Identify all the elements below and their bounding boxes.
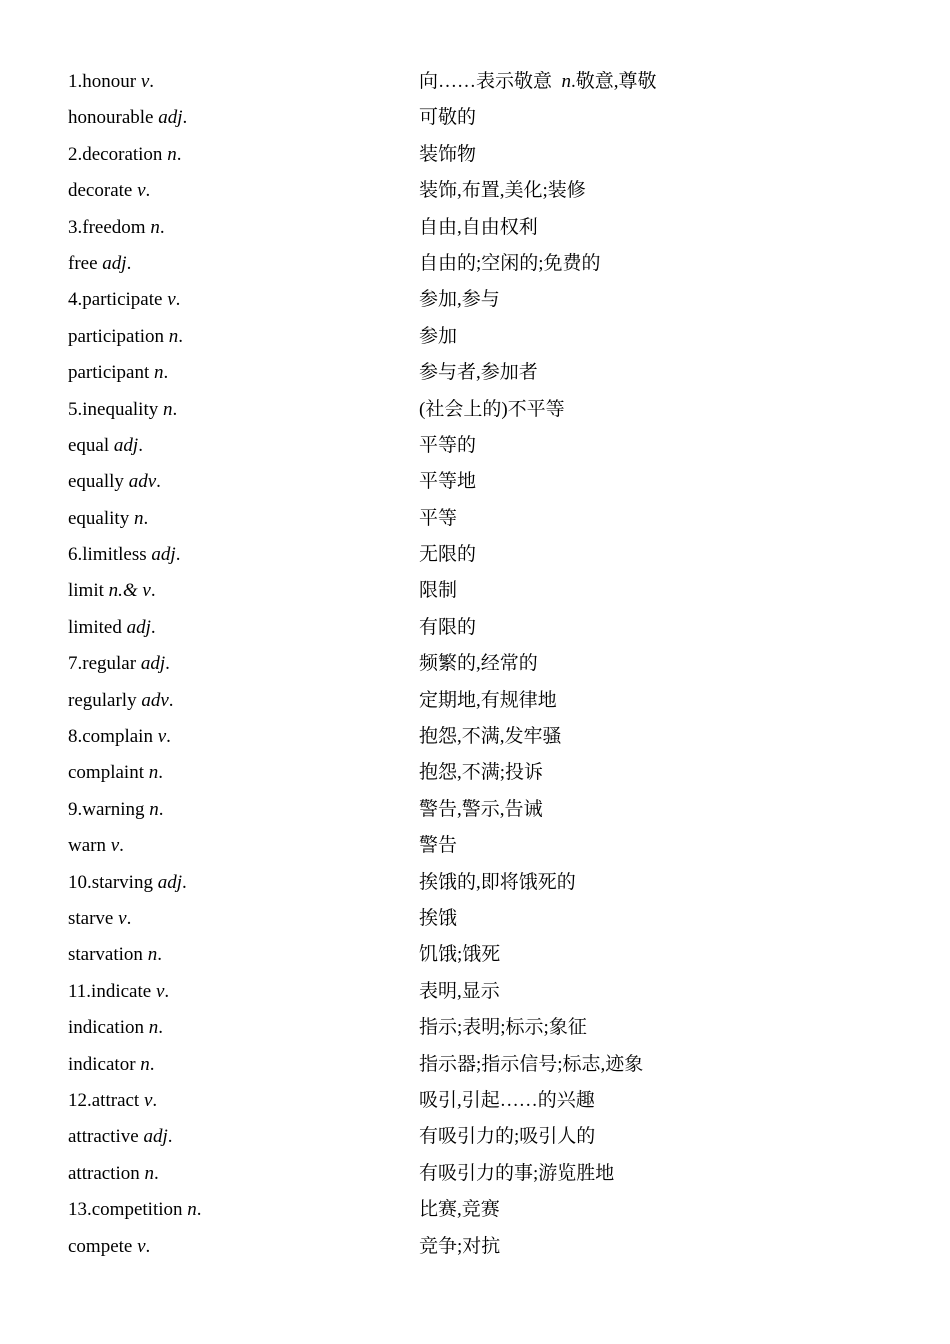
vocab-meaning (419, 355, 538, 391)
vocab-entry (68, 173, 868, 209)
meaning-text: 自由,自由权利 (419, 216, 538, 238)
vocab-term: 4.participate v. (68, 289, 181, 311)
vocab-term: 2.decoration n. (68, 143, 182, 165)
vocab-term: indicator n. (68, 1053, 155, 1075)
vocab-entry (68, 1119, 868, 1155)
vocab-term: decorate v. (68, 180, 151, 202)
vocab-term: limit n.& v. (68, 580, 156, 602)
vocab-word: 8.complain (68, 726, 153, 748)
vocab-term: 12.attract v. (68, 1089, 158, 1111)
vocab-meaning (419, 719, 562, 755)
vocab-meaning (419, 937, 500, 973)
vocab-term: 6.limitless adj. (68, 544, 181, 566)
vocab-meaning (419, 464, 476, 500)
part-of-speech: n (167, 143, 177, 165)
part-of-speech: v (110, 835, 120, 857)
meaning-text: 抱怨,不满,发牢骚 (419, 726, 562, 748)
vocab-word: participant (68, 362, 150, 384)
vocab-term: 13.competition n. (68, 1199, 202, 1221)
vocab-word: 2.decoration (68, 143, 163, 165)
part-of-speech: adj (140, 653, 166, 675)
part-of-speech: n (148, 1017, 159, 1039)
vocab-word: 3.freedom (68, 216, 146, 238)
vocab-meaning (419, 1192, 500, 1228)
vocab-entry (68, 246, 868, 282)
vocab-meaning (419, 137, 476, 173)
vocab-entry (68, 464, 868, 500)
vocab-word: 10.starving (68, 871, 153, 893)
part-of-speech: n (140, 1053, 150, 1075)
vocab-entry (68, 1083, 868, 1119)
vocab-meaning (419, 501, 457, 537)
vocab-meaning (419, 828, 457, 864)
meaning-text: 有吸引力的;吸引人的 (419, 1126, 596, 1148)
part-of-speech: adj (102, 252, 127, 274)
vocab-term: honourable adj. (68, 107, 188, 129)
vocab-word: attractive (68, 1126, 139, 1148)
part-of-speech: n (148, 762, 159, 784)
part-of-speech: n (168, 325, 179, 347)
vocab-term: starve v. (68, 907, 132, 929)
part-of-speech: n (133, 507, 144, 529)
part-of-speech: v (143, 1089, 153, 1111)
meaning-text: 频繁的,经常的 (419, 653, 538, 675)
meaning-text: 参加 (419, 325, 458, 347)
vocab-term: indication n. (68, 1017, 163, 1039)
vocab-term: 11.indicate v. (68, 980, 170, 1002)
vocab-term: 7.regular adj. (68, 653, 170, 675)
meaning-text: 装饰物 (419, 143, 477, 165)
vocab-term: limited adj. (68, 616, 156, 638)
vocab-entry (68, 792, 868, 828)
vocab-word: equal (68, 434, 110, 456)
meaning-text: 向……表示敬意 (419, 71, 562, 92)
vocab-meaning (419, 537, 476, 573)
vocab-word: 7.regular (68, 653, 137, 675)
vocab-word: attraction (68, 1162, 140, 1184)
part-of-speech: n (561, 71, 572, 92)
vocab-term: 8.complain v. (68, 726, 171, 748)
part-of-speech: v (167, 289, 176, 311)
vocab-word: 11.indicate (68, 980, 152, 1002)
meaning-text: 抱怨,不满;投诉 (419, 762, 544, 784)
vocab-word: participation (68, 325, 165, 347)
vocab-entry (68, 428, 868, 464)
vocab-meaning (419, 901, 457, 937)
vocab-term: attraction n. (68, 1162, 159, 1184)
vocab-entry (68, 974, 868, 1010)
vocab-meaning (419, 210, 538, 246)
vocab-meaning (419, 282, 500, 318)
vocab-word: free (68, 252, 98, 274)
part-of-speech: n (162, 398, 173, 420)
part-of-speech: adj (126, 616, 151, 638)
vocab-meaning (419, 610, 476, 646)
vocab-entry (68, 1192, 868, 1228)
part-of-speech: n (147, 944, 158, 966)
part-of-speech: adv (141, 689, 169, 711)
vocab-term: participation n. (68, 325, 184, 347)
meaning-text: 警告,警示,告诫 (419, 798, 543, 820)
vocab-entry (68, 1229, 868, 1265)
part-of-speech: n (187, 1199, 197, 1221)
vocab-entry (68, 1047, 868, 1083)
part-of-speech: adj (113, 434, 139, 456)
vocab-meaning (419, 392, 565, 428)
vocab-entry (68, 210, 868, 246)
part-of-speech: adj (158, 107, 183, 129)
vocab-word: starvation (68, 944, 143, 966)
vocab-entry (68, 755, 868, 791)
vocab-word: compete (68, 1235, 133, 1257)
meaning-text: 无限的 (419, 544, 477, 566)
vocab-word: 1.honour (68, 71, 137, 92)
vocab-entry (68, 719, 868, 755)
meaning-text: 有吸引力的事;游览胜地 (419, 1162, 615, 1184)
meaning-text: 限制 (419, 580, 458, 602)
vocabulary-list (68, 64, 868, 1265)
vocab-word: limited (68, 616, 122, 638)
meaning-text: 竞争;对抗 (419, 1235, 501, 1257)
vocab-entry (68, 137, 868, 173)
vocab-word: decorate (68, 180, 133, 202)
vocab-meaning (419, 1083, 595, 1119)
vocab-term: starvation n. (68, 944, 162, 966)
vocab-meaning (419, 1119, 595, 1155)
vocab-word: 12.attract (68, 1089, 140, 1111)
vocab-meaning (419, 1229, 500, 1265)
vocab-meaning (419, 865, 576, 901)
meaning-text: 定期地,有规律地 (419, 689, 557, 711)
vocab-word: warn (68, 835, 106, 857)
vocab-entry (68, 355, 868, 391)
vocab-term: 5.inequality n. (68, 398, 178, 420)
meaning-text: 饥饿;饿死 (419, 944, 501, 966)
vocab-entry (68, 865, 868, 901)
vocab-meaning (419, 100, 476, 136)
part-of-speech: v (118, 907, 127, 929)
vocab-word: 5.inequality (68, 398, 159, 420)
vocab-meaning (419, 1047, 643, 1083)
part-of-speech: n.& v (108, 580, 151, 602)
vocab-meaning (419, 573, 457, 609)
part-of-speech: v (140, 71, 150, 92)
vocab-word: honourable (68, 107, 154, 129)
part-of-speech: v (137, 180, 146, 202)
vocab-entry (68, 282, 868, 318)
vocab-term: 9.warning n. (68, 798, 164, 820)
vocab-entry (68, 319, 868, 355)
part-of-speech: adv (128, 471, 157, 493)
vocab-word: 9.warning (68, 798, 145, 820)
vocab-term: warn v. (68, 835, 124, 857)
meaning-text: 指示器;指示信号;标志,迹象 (419, 1053, 644, 1075)
vocab-entry (68, 100, 868, 136)
vocab-word: equality (68, 507, 130, 529)
vocab-meaning (419, 319, 457, 355)
vocab-entry (68, 573, 868, 609)
meaning-text: 表明,显示 (419, 980, 500, 1002)
vocab-word: indicator (68, 1053, 136, 1075)
vocab-entry (68, 828, 868, 864)
vocab-term: equal adj. (68, 434, 143, 456)
vocab-entry (68, 392, 868, 428)
meaning-text: 吸引,引起……的兴趣 (419, 1089, 595, 1111)
part-of-speech: adj (151, 544, 176, 566)
vocab-entry (68, 537, 868, 573)
vocab-term: compete v. (68, 1235, 151, 1257)
meaning-text: 指示;表明;标示;象征 (419, 1017, 587, 1039)
vocab-entry (68, 646, 868, 682)
part-of-speech: n (154, 362, 164, 384)
vocab-term: equality n. (68, 507, 149, 529)
vocab-entry (68, 937, 868, 973)
vocab-term: 10.starving adj. (68, 871, 187, 893)
vocab-meaning (419, 755, 543, 791)
vocab-meaning (419, 683, 557, 719)
meaning-text: 可敬的 (419, 107, 477, 129)
vocab-entry (68, 64, 868, 100)
vocab-term: regularly adv. (68, 689, 174, 711)
vocab-meaning (419, 974, 500, 1010)
vocab-entry (68, 1010, 868, 1046)
vocab-term: complaint n. (68, 762, 163, 784)
vocab-entry (68, 1156, 868, 1192)
meaning-text: 有限的 (419, 616, 477, 638)
vocab-meaning (419, 173, 586, 209)
meaning-text: 参与者,参加者 (419, 362, 538, 384)
meaning-text: 挨饿的,即将饿死的 (419, 871, 576, 893)
vocab-meaning (419, 646, 538, 682)
vocab-term: equally adv. (68, 471, 161, 493)
vocab-word: equally (68, 471, 124, 493)
meaning-text: 自由的;空闲的;免费的 (419, 252, 601, 274)
meaning-text: 平等 (419, 507, 458, 529)
part-of-speech: n (150, 216, 160, 238)
part-of-speech: v (157, 726, 167, 748)
vocab-term: participant n. (68, 362, 169, 384)
vocab-meaning (419, 428, 476, 464)
vocab-word: indication (68, 1017, 144, 1039)
vocab-term: 3.freedom n. (68, 216, 165, 238)
vocab-meaning (419, 246, 601, 282)
part-of-speech: v (137, 1235, 146, 1257)
meaning-text: 平等地 (419, 471, 477, 493)
vocab-meaning: 向……表示敬意 n.敬意,尊敬 (419, 71, 657, 92)
vocab-entry (68, 901, 868, 937)
vocab-word: starve (68, 907, 114, 929)
vocab-word: 13.competition (68, 1199, 183, 1221)
vocab-entry (68, 501, 868, 537)
vocab-word: regularly (68, 689, 137, 711)
vocab-word: 6.limitless (68, 544, 147, 566)
meaning-text: 比赛,竞赛 (419, 1199, 500, 1221)
meaning-text: 挨饿 (419, 907, 458, 929)
vocab-meaning (419, 792, 543, 828)
part-of-speech: n (144, 1162, 154, 1184)
vocab-term: 1.honour v. (68, 71, 155, 92)
meaning-text: 参加,参与 (419, 289, 500, 311)
meaning-text: (社会上的)不平等 (419, 398, 565, 420)
vocab-entry (68, 610, 868, 646)
meaning-text: 平等的 (419, 434, 477, 456)
vocab-term: free adj. (68, 252, 132, 274)
vocab-word: limit (68, 580, 104, 602)
meaning-text: 警告 (419, 835, 458, 857)
part-of-speech: adj (157, 871, 182, 893)
vocab-entry (68, 683, 868, 719)
meaning-text: 敬意,尊敬 (575, 71, 657, 92)
vocab-word: complaint (68, 762, 144, 784)
vocab-meaning (419, 1156, 614, 1192)
vocab-term: attractive adj. (68, 1126, 173, 1148)
vocab-meaning (419, 1010, 587, 1046)
part-of-speech: n (149, 798, 159, 820)
part-of-speech: v (155, 980, 165, 1002)
meaning-text: 装饰,布置,美化;装修 (419, 180, 586, 202)
part-of-speech: adj (143, 1126, 168, 1148)
vocab-word: 4.participate (68, 289, 163, 311)
